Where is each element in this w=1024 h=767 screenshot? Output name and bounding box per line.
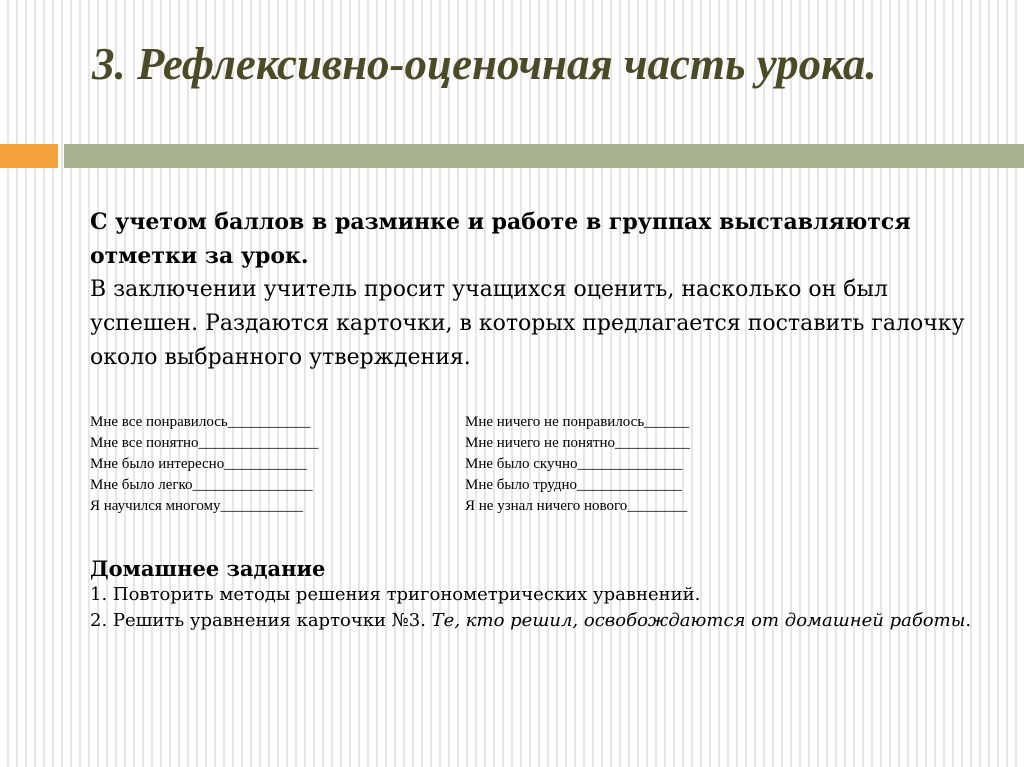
intro-text — [90, 205, 1000, 375]
survey-item: Мне было трудно______________ — [465, 477, 682, 493]
homework-item-1: 1. Повторить методы решения тригонометрических уравнений. — [90, 584, 701, 605]
survey-item: Мне было легко________________ — [90, 477, 313, 493]
survey-item: Мне было интересно___________ — [90, 456, 307, 472]
survey-item: Мне было скучно______________ — [465, 456, 683, 472]
survey-negative-column — [465, 412, 690, 517]
survey-item: Мне все понравилось___________ — [90, 414, 311, 430]
homework-item-2 — [90, 608, 990, 634]
homework-item-2-text: 2. Решить уравнения карточки №3. — [90, 610, 432, 631]
survey-item: Я не узнал ничего нового________ — [465, 498, 688, 514]
intro-bold: С учетом баллов в разминке и работе в группах выставляются отметки за урок. — [90, 209, 911, 269]
survey-item: Мне все понятно________________ — [90, 435, 319, 451]
homework-title: Домашнее задание — [90, 556, 326, 581]
slide-title: 3. Рефлексивно-оценочная часть урока. — [92, 39, 877, 89]
title-rule — [64, 144, 1024, 168]
homework-item-2-end: . — [965, 610, 972, 631]
survey-item: Мне ничего не понравилось______ — [465, 414, 690, 430]
survey-positive-column — [90, 412, 319, 517]
survey-item: Я научился многому___________ — [90, 498, 304, 514]
homework-item-2-note: Те, кто решил, освобождаются от домашней работы — [431, 610, 966, 631]
homework-section — [90, 556, 990, 634]
title-rule-accent — [0, 144, 58, 168]
intro-body: В заключении учитель просит учащихся оценить, насколько он был успешен. Раздаются карточки, в которых предлагается поставить галочку около выбранного утверждения. — [90, 277, 965, 370]
survey-item: Мне ничего не понятно__________ — [465, 435, 691, 451]
